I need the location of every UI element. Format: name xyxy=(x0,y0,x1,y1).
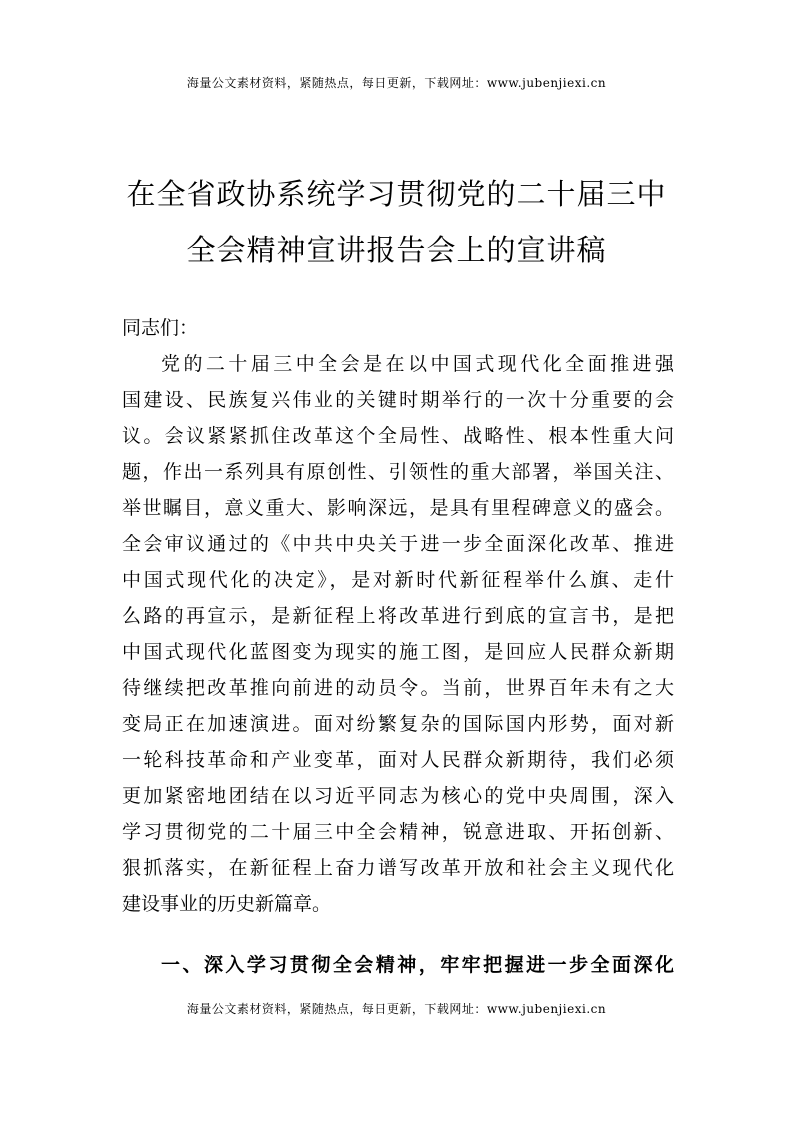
body-line: 狠抓落实，在新征程上奋力谱写改革开放和社会主义现代化 xyxy=(122,857,674,879)
body-line: 题，作出一系列具有原创性、引领性的重大部署，举国关注、 xyxy=(122,461,674,483)
body-line: 议。会议紧紧抓住改革这个全局性、战略性、根本性重大问 xyxy=(122,425,674,447)
body-line: 一轮科技革命和产业变革，面对人民群众新期待，我们必须 xyxy=(122,749,674,771)
body-line: 全会审议通过的《中共中央关于进一步全面深化改革、推进 xyxy=(122,533,674,555)
page-footer: 海量公文素材资料，紧随热点，每日更新，下载网址：www.jubenjiexi.cn xyxy=(186,1002,607,1016)
document-title-line-2: 全会精神宣讲报告会上的宣讲稿 xyxy=(186,233,607,267)
body-line: 变局正在加速演进。面对纷繁复杂的国际国内形势，面对新 xyxy=(122,713,674,735)
body-line: 国建设、民族复兴伟业的关键时期举行的一次十分重要的会 xyxy=(122,389,674,411)
document-title-line-1: 在全省政协系统学习贯彻党的二十届三中 xyxy=(126,177,667,211)
body-line: 举世瞩目，意义重大、影响深远，是具有里程碑意义的盛会。 xyxy=(122,497,674,519)
body-line: 中国式现代化的决定》，是对新时代新征程举什么旗、走什 xyxy=(122,569,674,591)
body-line: 中国式现代化蓝图变为现实的施工图，是回应人民群众新期 xyxy=(122,641,674,663)
salutation: 同志们： xyxy=(122,317,199,339)
body-line: 学习贯彻党的二十届三中全会精神，锐意进取、开拓创新、 xyxy=(122,821,674,843)
body-line: 待继续把改革推向前进的动员令。当前，世界百年未有之大 xyxy=(122,677,674,699)
body-line: 建设事业的历史新篇章。 xyxy=(122,893,332,915)
page-header: 海量公文素材资料，紧随热点，每日更新，下载网址：www.jubenjiexi.cn xyxy=(186,76,607,90)
body-line: 党的二十届三中全会是在以中国式现代化全面推进强 xyxy=(161,353,674,375)
body-line: 更加紧密地团结在以习近平同志为核心的党中央周围，深入 xyxy=(122,785,674,807)
section-heading: 一、深入学习贯彻全会精神，牢牢把握进一步全面深化 xyxy=(161,954,674,976)
body-line: 么路的再宣示，是新征程上将改革进行到底的宣言书，是把 xyxy=(122,605,674,627)
